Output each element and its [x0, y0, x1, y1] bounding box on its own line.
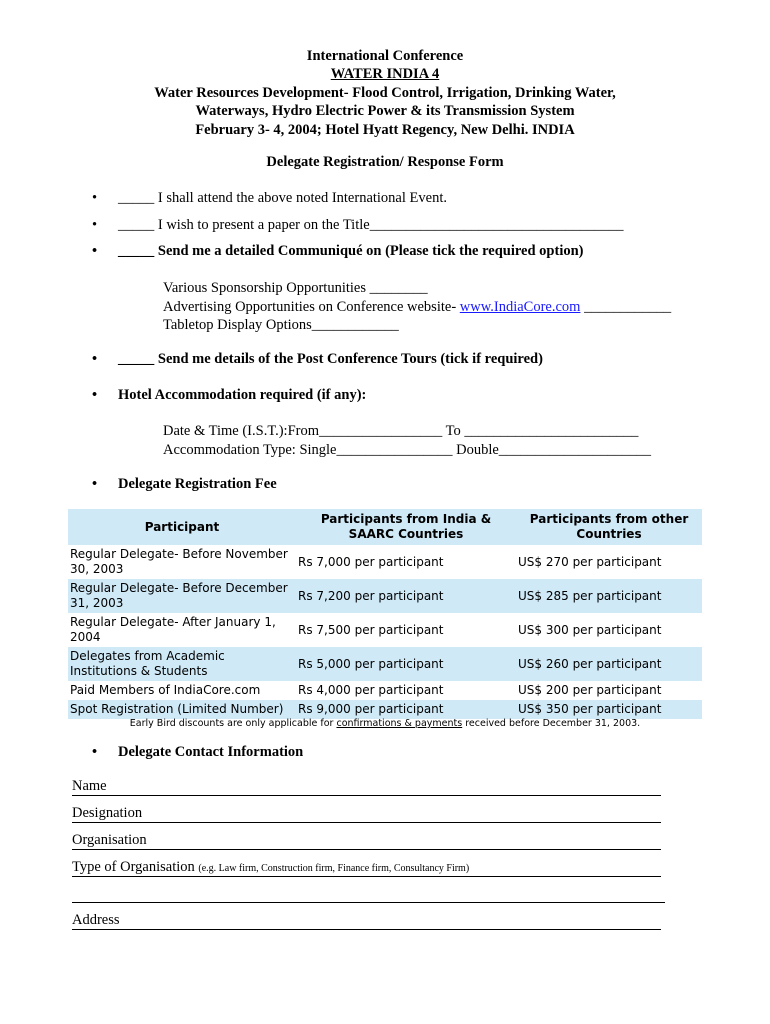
bullet-dot: • — [92, 351, 98, 367]
table-row — [68, 579, 702, 613]
attend-text: _____ I shall attend the above noted International Event. — [118, 190, 447, 206]
bullet-dot: • — [92, 476, 98, 492]
header-line-4: Waterways, Hydro Electric Power & its Transmission System — [195, 103, 575, 120]
other-fee-cell: US$ 350 per participant — [516, 700, 702, 719]
tours-text: _____ Send me details of the Post Conference Tours (tick if required) — [118, 351, 543, 367]
table-row — [68, 681, 702, 700]
india-fee-cell: Rs 7,200 per participant — [296, 579, 516, 613]
bullet-dot: • — [92, 190, 98, 206]
other-fee-cell: US$ 260 per participant — [516, 647, 702, 681]
header-other-countries: Participants from other Countries — [516, 509, 702, 545]
hotel-date-field[interactable]: Date & Time (I.S.T.):From_________________ To ________________________ — [163, 423, 639, 439]
paper-text: _____ I wish to present a paper on the Title___________________________________ — [118, 217, 624, 233]
header-date-venue: February 3- 4, 2004; Hotel Hyatt Regency, New Delhi. INDIA — [195, 121, 575, 138]
india-fee-cell: Rs 9,000 per participant — [296, 700, 516, 719]
participant-cell: Paid Members of IndiaCore.com — [70, 683, 261, 697]
communique-options — [163, 279, 671, 335]
organisation-field[interactable] — [72, 832, 661, 850]
contact-heading: Delegate Contact Information — [118, 744, 304, 760]
table-row — [68, 700, 702, 719]
india-fee-cell: Rs 5,000 per participant — [296, 647, 516, 681]
india-fee-cell: Rs 7,500 per participant — [298, 622, 444, 637]
header-event-name: WATER INDIA 4 — [330, 66, 440, 83]
designation-label: Designation — [72, 805, 143, 821]
name-field[interactable] — [72, 778, 661, 796]
name-label: Name — [72, 778, 107, 794]
bullet-dot: • — [92, 243, 98, 259]
india-fee-cell: Rs 4,000 per participant — [298, 683, 444, 697]
indiacore-link[interactable]: www.IndiaCore.com — [459, 298, 581, 315]
participant-cell: Spot Registration (Limited Number) — [68, 700, 296, 719]
organisation-type-line — [72, 876, 661, 877]
organisation-label: Organisation — [72, 832, 147, 848]
option-advertising[interactable] — [163, 298, 671, 317]
communique-text: _____ Send me a detailed Communiqué on (Please tick the required option) — [118, 243, 584, 259]
early-bird-note — [0, 718, 770, 729]
india-fee-cell: Rs 7,000 per participant — [298, 554, 444, 569]
participant-cell: Regular Delegate- Before November 30, 2003 — [70, 547, 288, 576]
organisation-type-hint: (e.g. Law firm, Construction firm, Finance firm, Consultancy Firm) — [198, 863, 470, 874]
address-field[interactable] — [72, 912, 661, 930]
header-india-saarc: Participants from India & SAARC Countries — [296, 509, 516, 545]
option-sponsorship[interactable]: Various Sponsorship Opportunities ________ — [163, 280, 428, 296]
address-line — [72, 929, 661, 930]
table-row — [68, 647, 702, 681]
participant-cell: Regular Delegate- Before December 31, 2003 — [68, 579, 296, 613]
note-text: Early Bird discounts are only applicable for — [129, 718, 337, 729]
extra-line-field[interactable] — [72, 885, 665, 903]
conference-header — [0, 47, 770, 139]
advertising-label: Advertising Opportunities on Conference website- — [163, 298, 460, 315]
note-text-end: received before December 31, 2003. — [462, 718, 641, 729]
bullet-dot: • — [92, 217, 98, 233]
other-fee-cell: US$ 285 per participant — [516, 579, 702, 613]
form-title: Delegate Registration/ Response Form — [266, 154, 504, 170]
table-row — [68, 545, 702, 579]
bullet-dot: • — [92, 744, 98, 760]
fee-heading: Delegate Registration Fee — [118, 476, 277, 492]
designation-field[interactable] — [72, 805, 661, 823]
address-label: Address — [72, 912, 120, 928]
other-fee-cell: US$ 270 per participant — [518, 554, 662, 569]
other-fee-cell: US$ 200 per participant — [518, 683, 662, 697]
header-participant: Participant — [68, 509, 296, 545]
header-line-1: International Conference — [306, 48, 464, 64]
other-fee-cell: US$ 300 per participant — [518, 622, 662, 637]
organisation-type-label: Type of Organisation — [72, 859, 199, 875]
designation-line — [72, 822, 661, 823]
note-underlined: confirmations & payments — [336, 718, 463, 729]
table-row — [68, 613, 702, 647]
registration-fee-table — [68, 509, 702, 719]
hotel-type-field[interactable]: Accommodation Type: Single________________ Double_____________________ — [163, 441, 652, 458]
participant-cell: Regular Delegate- After January 1, 2004 — [70, 615, 276, 644]
name-line — [72, 795, 661, 796]
organisation-line — [72, 849, 661, 850]
advertising-blank: ____________ — [580, 298, 672, 315]
option-tabletop[interactable]: Tabletop Display Options____________ — [163, 317, 399, 333]
bullet-dot: • — [92, 387, 98, 403]
hotel-text: Hotel Accommodation required (if any): — [118, 387, 367, 403]
organisation-type-field[interactable] — [72, 859, 661, 877]
header-line-3: Water Resources Development- Flood Control, Irrigation, Drinking Water, — [154, 84, 616, 101]
participant-cell: Delegates from Academic Institutions & Students — [68, 647, 296, 681]
extra-line — [72, 902, 665, 903]
hotel-fields — [163, 422, 651, 459]
